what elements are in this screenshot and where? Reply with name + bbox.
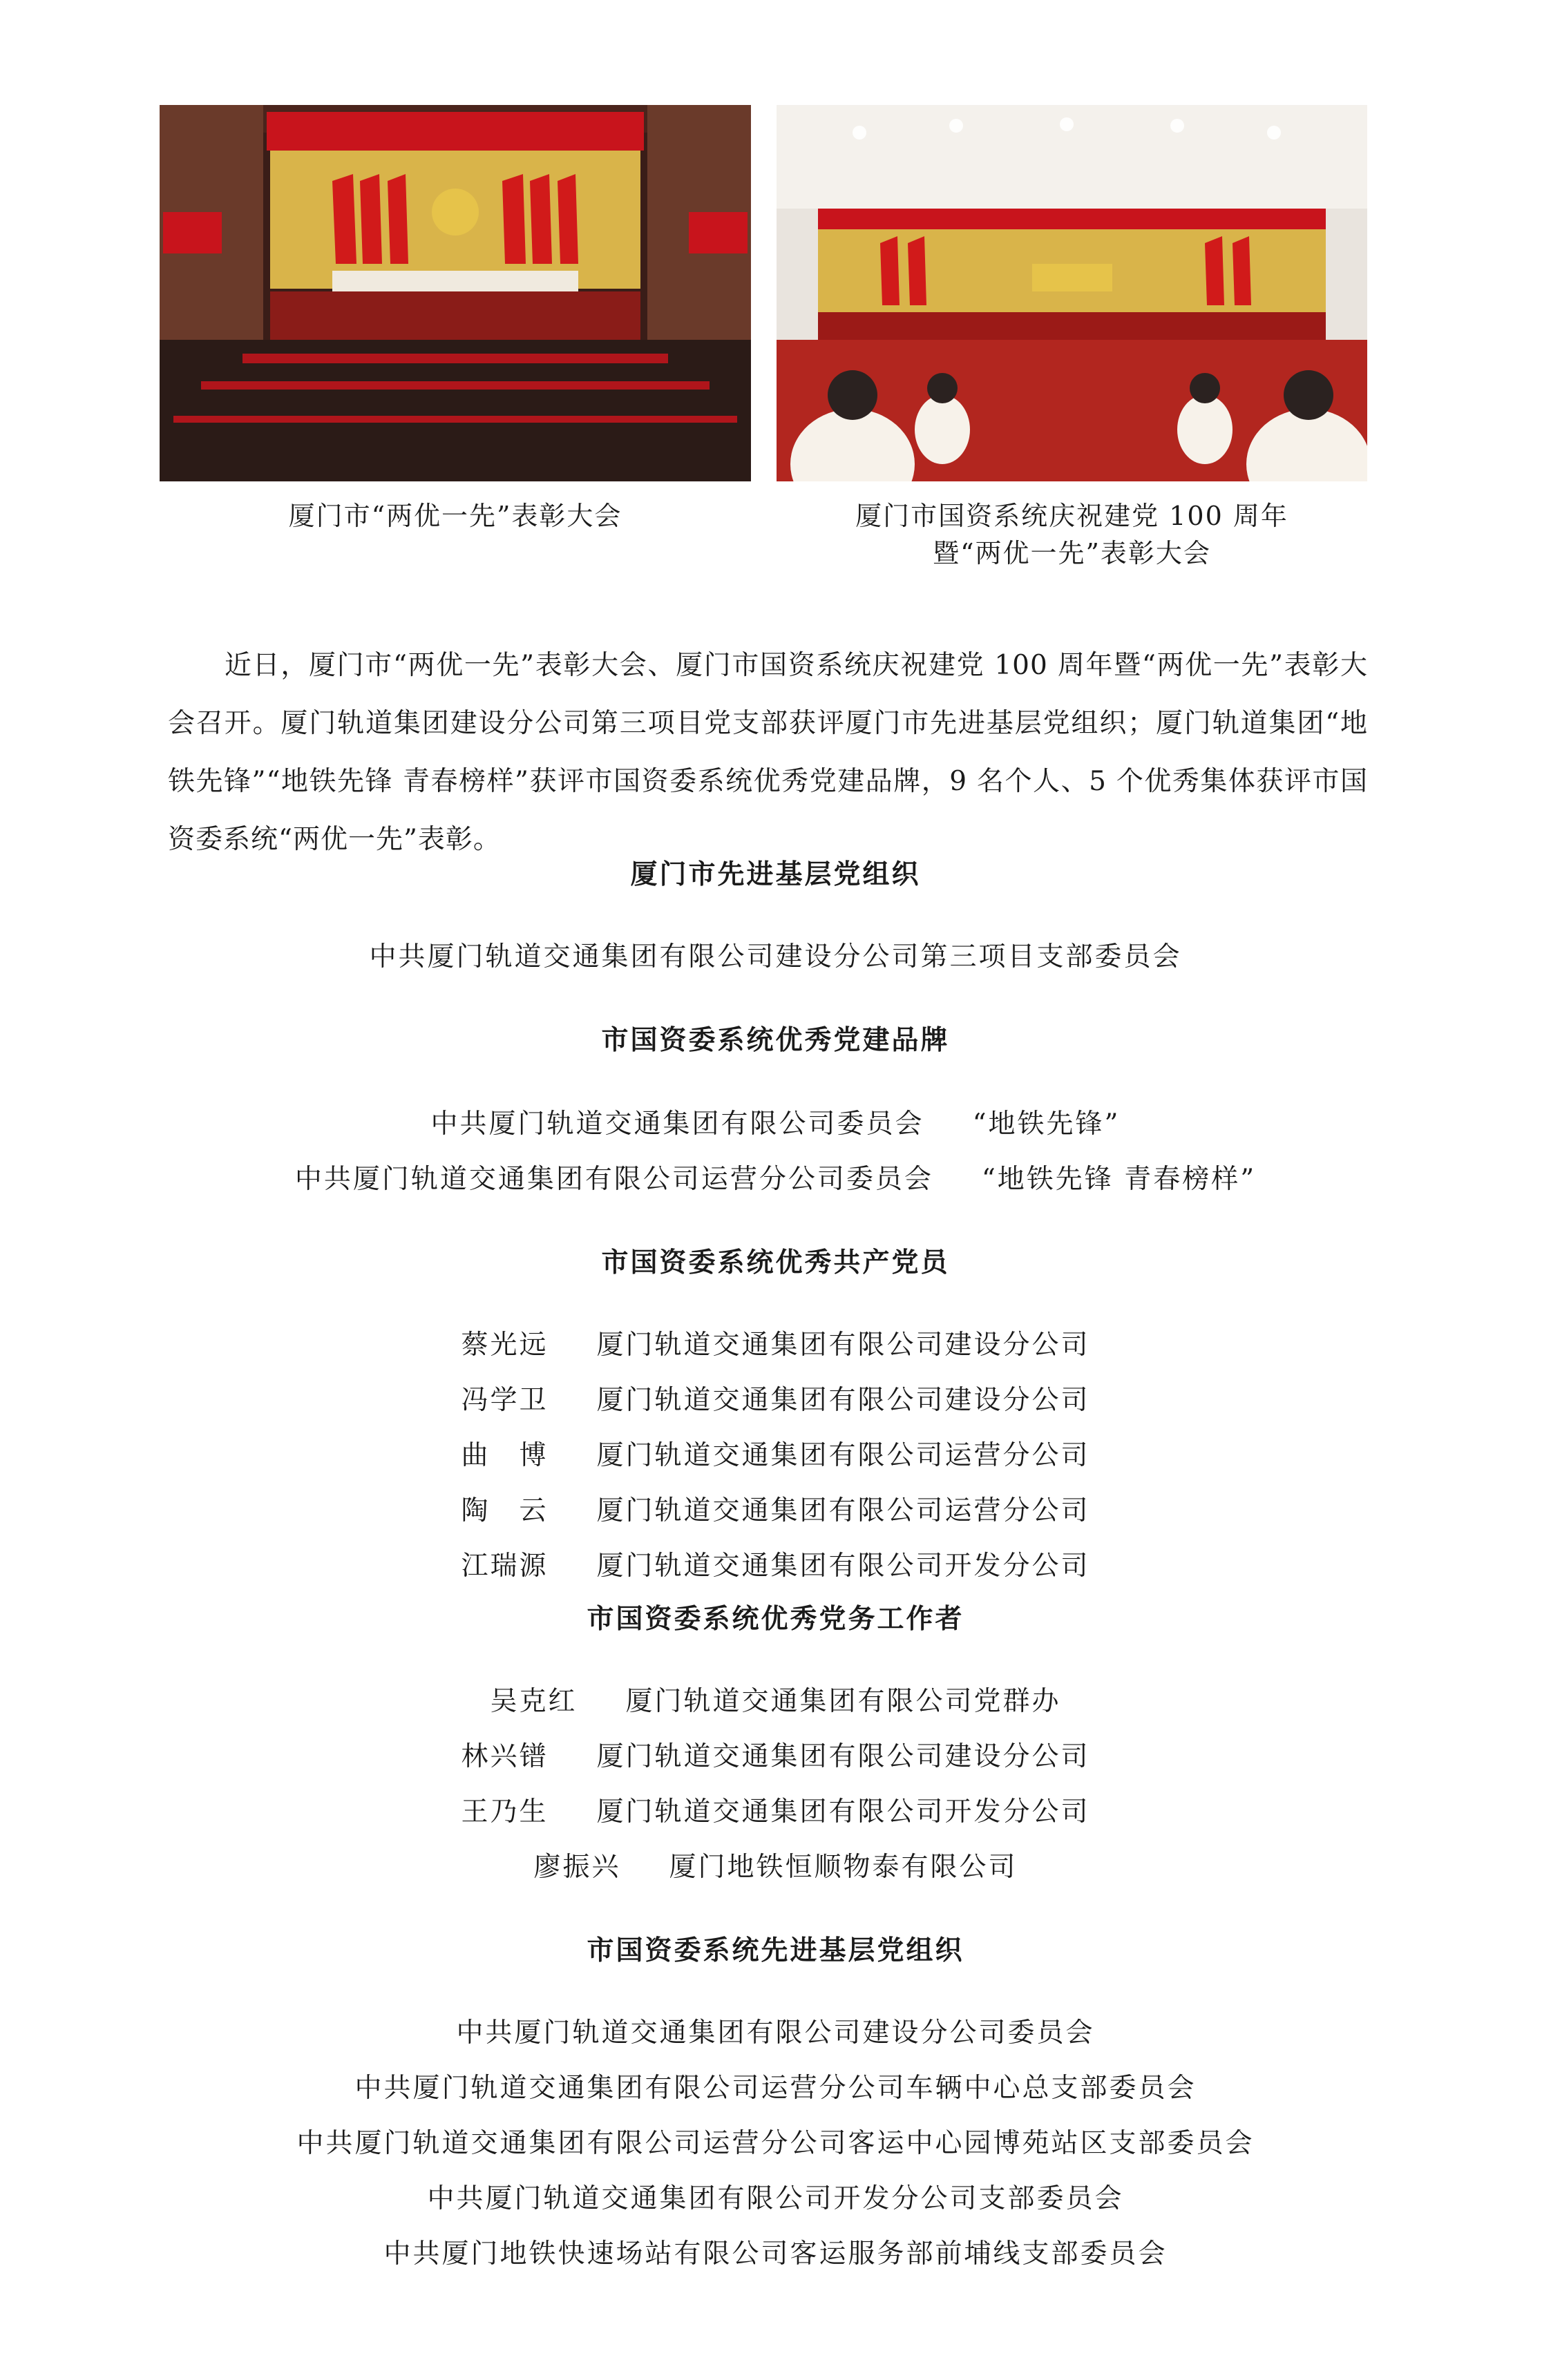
member-row <box>0 1492 1551 1530</box>
member-name: 江瑞源 <box>461 1551 549 1582</box>
section-heading-brand: 市国资委系统优秀党建品牌 <box>601 1024 950 1056</box>
worker-unit: 厦门轨道交通集团有限公司建设分公司 <box>596 1741 1090 1772</box>
brand-org: 中共厦门轨道交通集团有限公司委员会 <box>430 1109 924 1140</box>
brand-row <box>0 1160 1551 1199</box>
ceremony-photo-right <box>777 105 1367 481</box>
member-row <box>0 1547 1551 1586</box>
member-name: 蔡光远 <box>461 1330 549 1361</box>
photo-caption-right-line1: 厦门市国资系统庆祝建党 100 周年 <box>855 501 1288 531</box>
member-name: 陶 云 <box>461 1495 549 1526</box>
worker-unit: 厦门轨道交通集团有限公司党群办 <box>625 1686 1061 1717</box>
member-row <box>0 1437 1551 1475</box>
brand-row <box>0 1105 1551 1144</box>
photo-caption-left: 厦门市“两优一先”表彰大会 <box>288 501 622 531</box>
worker-name: 吴克红 <box>490 1686 578 1717</box>
soe-org-item: 中共厦门轨道交通集团有限公司运营分公司车辆中心总支部委员会 <box>354 2073 1197 2104</box>
brand-name: “地铁先锋 青春榜样” <box>981 1164 1257 1195</box>
member-row <box>0 1326 1551 1365</box>
member-name: 冯学卫 <box>461 1385 549 1416</box>
section-heading-members: 市国资委系统优秀共产党员 <box>601 1247 950 1278</box>
member-unit: 厦门轨道交通集团有限公司运营分公司 <box>596 1495 1090 1526</box>
soe-org-item: 中共厦门轨道交通集团有限公司运营分公司客运中心园博苑站区支部委员会 <box>296 2128 1255 2159</box>
soe-org-item: 中共厦门轨道交通集团有限公司开发分公司支部委员会 <box>427 2183 1124 2214</box>
worker-unit: 厦门轨道交通集团有限公司开发分公司 <box>596 1796 1090 1827</box>
worker-name: 林兴镨 <box>461 1741 549 1772</box>
soe-org-item: 中共厦门地铁快速场站有限公司客运服务部前埔线支部委员会 <box>383 2238 1168 2269</box>
section-heading-city-org: 厦门市先进基层党组织 <box>630 858 921 890</box>
member-row <box>0 1381 1551 1420</box>
intro-paragraph: 近日，厦门市“两优一先”表彰大会、厦门市国资系统庆祝建党 100 周年暨“两优一先”表彰大会召开。厦门轨道集团建设分公司第三项目党支部获评厦门市先进基层党组织；厦门轨道集团“地铁先锋”“地铁先锋 青春榜样”获评市国资委系统优秀党建品牌，9 名个人、5 个优秀集体获评市国资委系统“两优一先”表彰。 <box>168 650 1368 855</box>
ceremony-photo-left <box>160 105 751 481</box>
soe-org-item: 中共厦门轨道交通集团有限公司建设分公司委员会 <box>456 2017 1095 2048</box>
worker-row <box>0 1848 1551 1887</box>
worker-name: 廖振兴 <box>533 1852 621 1883</box>
brand-name: “地铁先锋” <box>972 1109 1121 1140</box>
worker-row <box>0 1682 1551 1721</box>
worker-row <box>0 1793 1551 1832</box>
worker-row <box>0 1738 1551 1776</box>
member-name: 曲 博 <box>461 1440 549 1471</box>
member-unit: 厦门轨道交通集团有限公司开发分公司 <box>596 1551 1090 1582</box>
brand-org: 中共厦门轨道交通集团有限公司运营分公司委员会 <box>294 1164 933 1195</box>
photo-caption-right-line2: 暨“两优一先”表彰大会 <box>933 538 1211 568</box>
member-unit: 厦门轨道交通集团有限公司建设分公司 <box>596 1385 1090 1416</box>
section-heading-soe-org: 市国资委系统先进基层党组织 <box>587 1935 964 1966</box>
photo-caption-right <box>777 497 1367 572</box>
member-unit: 厦门轨道交通集团有限公司运营分公司 <box>596 1440 1090 1471</box>
member-unit: 厦门轨道交通集团有限公司建设分公司 <box>596 1330 1090 1361</box>
city-org-item: 中共厦门轨道交通集团有限公司建设分公司第三项目支部委员会 <box>369 941 1182 972</box>
section-heading-workers: 市国资委系统优秀党务工作者 <box>587 1603 964 1635</box>
worker-name: 王乃生 <box>461 1796 549 1827</box>
worker-unit: 厦门地铁恒顺物泰有限公司 <box>669 1852 1018 1883</box>
